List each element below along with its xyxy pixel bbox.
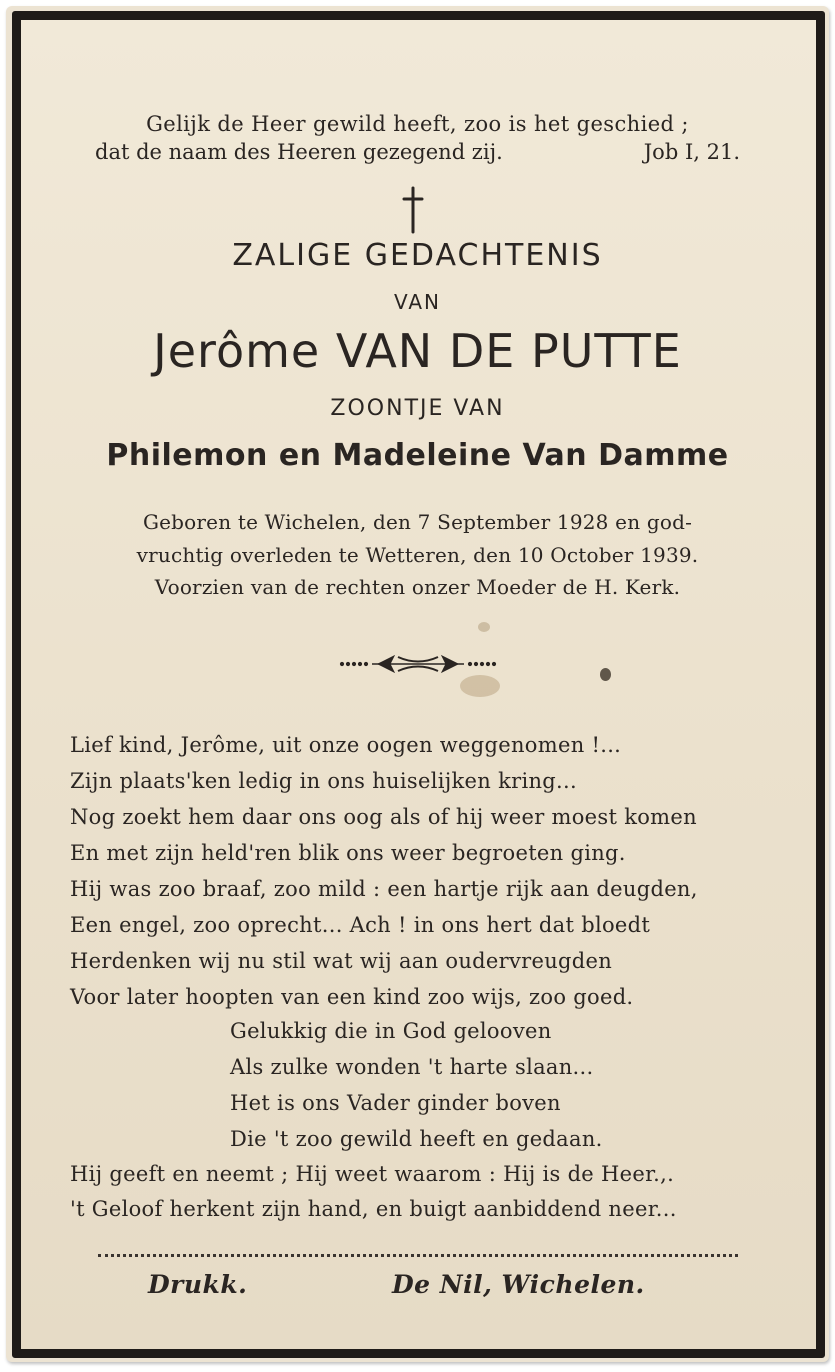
poem-line: Herdenken wij nu stil wat wij aan oudervreugden [70,949,613,973]
stain-mark [600,668,611,681]
parents-names: Philemon en Madeleine Van Damme [106,438,729,473]
of-label: VAN [393,290,442,314]
poem-line: Voor later hoopten van een kind zoo wijs, zoo goed. [70,985,634,1009]
scripture-line-2 [95,140,740,164]
scripture-reference: Job I, 21. [643,140,740,164]
memorial-title: ZALIGE GEDACHTENIS [232,238,603,273]
cross-icon [398,186,428,234]
bio-line-2: vruchtig overleden te Wetteren, den 10 October 1939. [136,543,699,567]
poem-line: Hij geeft en neemt ; Hij weet waarom : Hij is de Heer.,. [70,1162,675,1186]
bio-line-1: Geboren te Wichelen, den 7 September 1928 en god- [142,510,693,534]
poem-line: Gelukkig die in God gelooven [230,1019,552,1043]
relation-label: ZOONTJE VAN [330,396,505,421]
poem-line: Zijn plaats'ken ledig in ons huiselijken kring... [70,769,577,793]
deceased-name: Jerôme VAN DE PUTTE [153,324,682,378]
poem-line: Die 't zoo gewild heeft en gedaan. [230,1127,603,1151]
poem-line: Als zulke wonden 't harte slaan... [230,1055,594,1079]
scripture-text: dat de naam des Heeren gezegend zij. [95,140,503,164]
poem-line: Het is ons Vader ginder boven [230,1091,561,1115]
bio-line-3: Voorzien van de rechten onzer Moeder de H. Kerk. [154,575,681,599]
stain-mark [478,622,490,632]
scripture-line-1: Gelijk de Heer gewild heeft, zoo is het geschied ; [146,112,689,136]
poem-line: Lief kind, Jerôme, uit onze oogen weggenomen !... [70,733,622,757]
printer-name: De Nil, Wichelen. [392,1270,645,1299]
dotted-divider [98,1254,738,1257]
poem-line: 't Geloof herkent zijn hand, en buigt aanbiddend neer... [70,1197,677,1221]
printer-label: Drukk. [148,1270,248,1299]
stain-mark [460,675,500,697]
poem-line: Nog zoekt hem daar ons oog als of hij weer moest komen [70,805,697,829]
poem-line: En met zijn held'ren blik ons weer begroeten ging. [70,841,626,865]
poem-line: Hij was zoo braaf, zoo mild : een hartje rijk aan deugden, [70,877,698,901]
ornament-divider-icon [338,652,498,676]
poem-line: Een engel, zoo oprecht... Ach ! in ons hert dat bloedt [70,913,651,937]
